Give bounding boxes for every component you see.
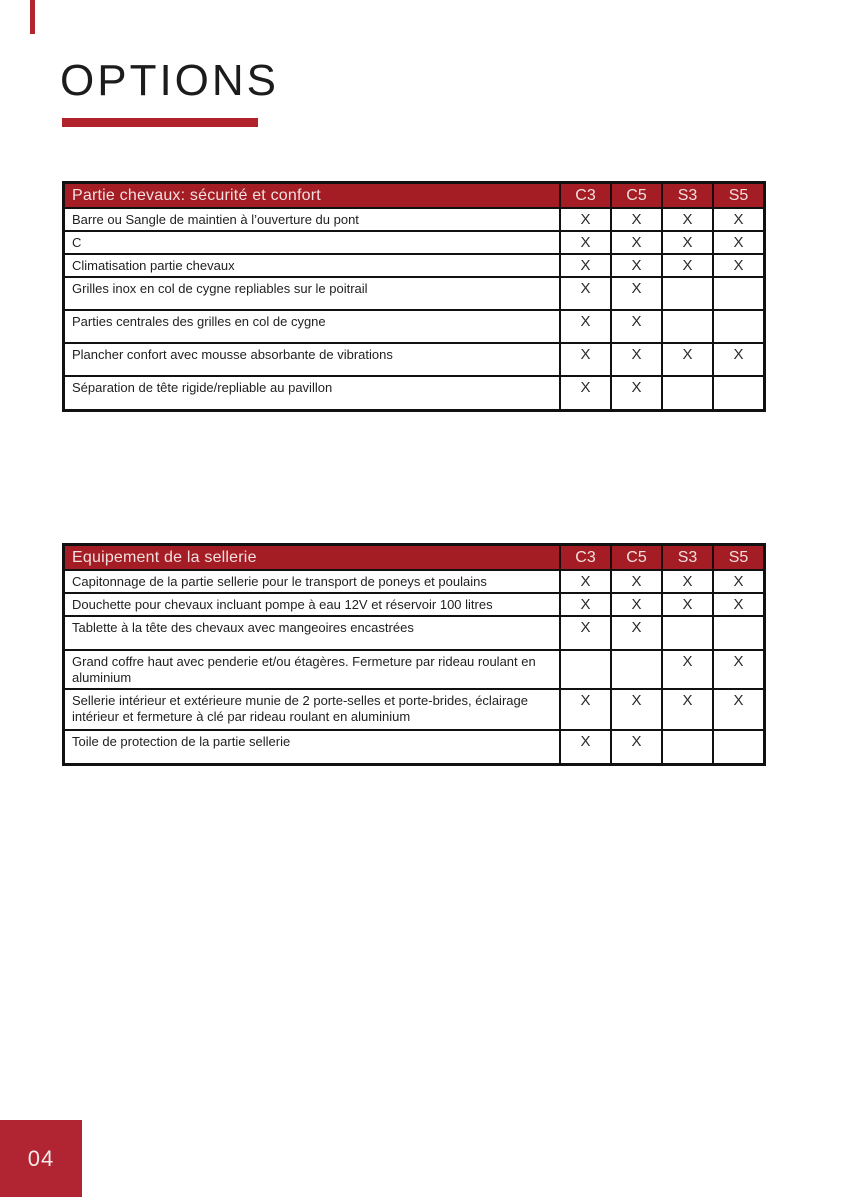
mark-cell: X (712, 690, 763, 729)
mark-cell: X (712, 651, 763, 688)
mark-cell: X (610, 690, 661, 729)
column-header: C5 (610, 546, 661, 569)
mark-cell: X (559, 617, 610, 649)
mark-cell: X (712, 209, 763, 230)
table-header-row (65, 184, 763, 207)
mark-cell: X (712, 594, 763, 615)
table-row (65, 688, 763, 729)
column-header: S3 (661, 184, 712, 207)
mark-cell: X (559, 594, 610, 615)
spine-accent-mark (30, 0, 35, 34)
mark-cell: X (712, 232, 763, 253)
mark-cell: X (559, 232, 610, 253)
column-header: S5 (712, 546, 763, 569)
column-header: C3 (559, 546, 610, 569)
mark-cell: X (610, 731, 661, 763)
table-row (65, 615, 763, 649)
mark-cell: X (559, 255, 610, 276)
mark-cell (712, 377, 763, 409)
row-label: C (72, 235, 82, 250)
column-header: C5 (610, 184, 661, 207)
row-label: Séparation de tête rigide/repliable au pavillon (72, 380, 333, 395)
table-row (65, 342, 763, 375)
row-label: Toile de protection de la partie sellerie (72, 734, 291, 749)
table-row (65, 230, 763, 253)
row-label: Capitonnage de la partie sellerie pour le transport de poneys et poulains (72, 574, 487, 589)
mark-cell (712, 617, 763, 649)
mark-cell: X (712, 571, 763, 592)
mark-cell: X (559, 344, 610, 375)
mark-cell: X (610, 232, 661, 253)
mark-cell: X (610, 594, 661, 615)
mark-cell: X (661, 344, 712, 375)
mark-cell: X (610, 209, 661, 230)
mark-cell: X (610, 377, 661, 409)
mark-cell: X (661, 690, 712, 729)
mark-cell: X (661, 209, 712, 230)
table-row (65, 729, 763, 763)
column-header: S5 (712, 184, 763, 207)
page-title: OPTIONS (60, 56, 280, 105)
table-row (65, 375, 763, 409)
row-label: Parties centrales des grilles en col de cygne (72, 314, 326, 329)
row-label: Climatisation partie chevaux (72, 258, 235, 273)
column-header: C3 (559, 184, 610, 207)
mark-cell: X (559, 278, 610, 309)
mark-cell: X (661, 255, 712, 276)
mark-cell: X (661, 594, 712, 615)
row-label: Douchette pour chevaux incluant pompe à eau 12V et réservoir 100 litres (72, 597, 493, 612)
mark-cell: X (661, 571, 712, 592)
table-row (65, 569, 763, 592)
mark-cell (712, 731, 763, 763)
mark-cell: X (712, 255, 763, 276)
table-row (65, 276, 763, 309)
mark-cell (661, 617, 712, 649)
mark-cell: X (610, 278, 661, 309)
mark-cell: X (559, 731, 610, 763)
table-row (65, 309, 763, 342)
page-number: 04 (27, 1145, 55, 1171)
options-table-partie-chevaux (62, 181, 766, 412)
column-header: S3 (661, 546, 712, 569)
options-table-equipement-sellerie (62, 543, 766, 766)
mark-cell: X (661, 232, 712, 253)
mark-cell: X (559, 377, 610, 409)
row-label: Grilles inox en col de cygne repliables sur le poitrail (72, 281, 368, 296)
mark-cell: X (559, 690, 610, 729)
row-label: Sellerie intérieur et extérieure munie de 2 porte-selles et porte-brides, éclairage intérieur et fermeture à clé par rideau roulant en aluminium (72, 693, 528, 724)
mark-cell (661, 278, 712, 309)
mark-cell: X (559, 571, 610, 592)
mark-cell: X (610, 344, 661, 375)
mark-cell (559, 651, 610, 688)
table-row (65, 253, 763, 276)
table-header-row (65, 546, 763, 569)
row-label: Tablette à la tête des chevaux avec mangeoires encastrées (72, 620, 414, 635)
mark-cell: X (559, 311, 610, 342)
mark-cell: X (559, 209, 610, 230)
row-label: Plancher confort avec mousse absorbante de vibrations (72, 347, 393, 362)
mark-cell (712, 311, 763, 342)
row-label: Grand coffre haut avec penderie et/ou étagères. Fermeture par rideau roulant en aluminium (72, 654, 536, 685)
table-row (65, 207, 763, 230)
mark-cell: X (661, 651, 712, 688)
row-label: Barre ou Sangle de maintien à l’ouverture du pont (72, 212, 359, 227)
page-number-box (0, 1120, 82, 1197)
mark-cell (610, 651, 661, 688)
mark-cell (661, 377, 712, 409)
mark-cell: X (610, 571, 661, 592)
title-underline (62, 118, 258, 127)
mark-cell: X (712, 344, 763, 375)
table-title: Partie chevaux: sécurité et confort (72, 186, 321, 204)
table-row (65, 649, 763, 688)
mark-cell: X (610, 255, 661, 276)
table-title: Equipement de la sellerie (72, 548, 257, 566)
mark-cell: X (610, 311, 661, 342)
table-row (65, 592, 763, 615)
mark-cell: X (610, 617, 661, 649)
mark-cell (712, 278, 763, 309)
mark-cell (661, 731, 712, 763)
mark-cell (661, 311, 712, 342)
